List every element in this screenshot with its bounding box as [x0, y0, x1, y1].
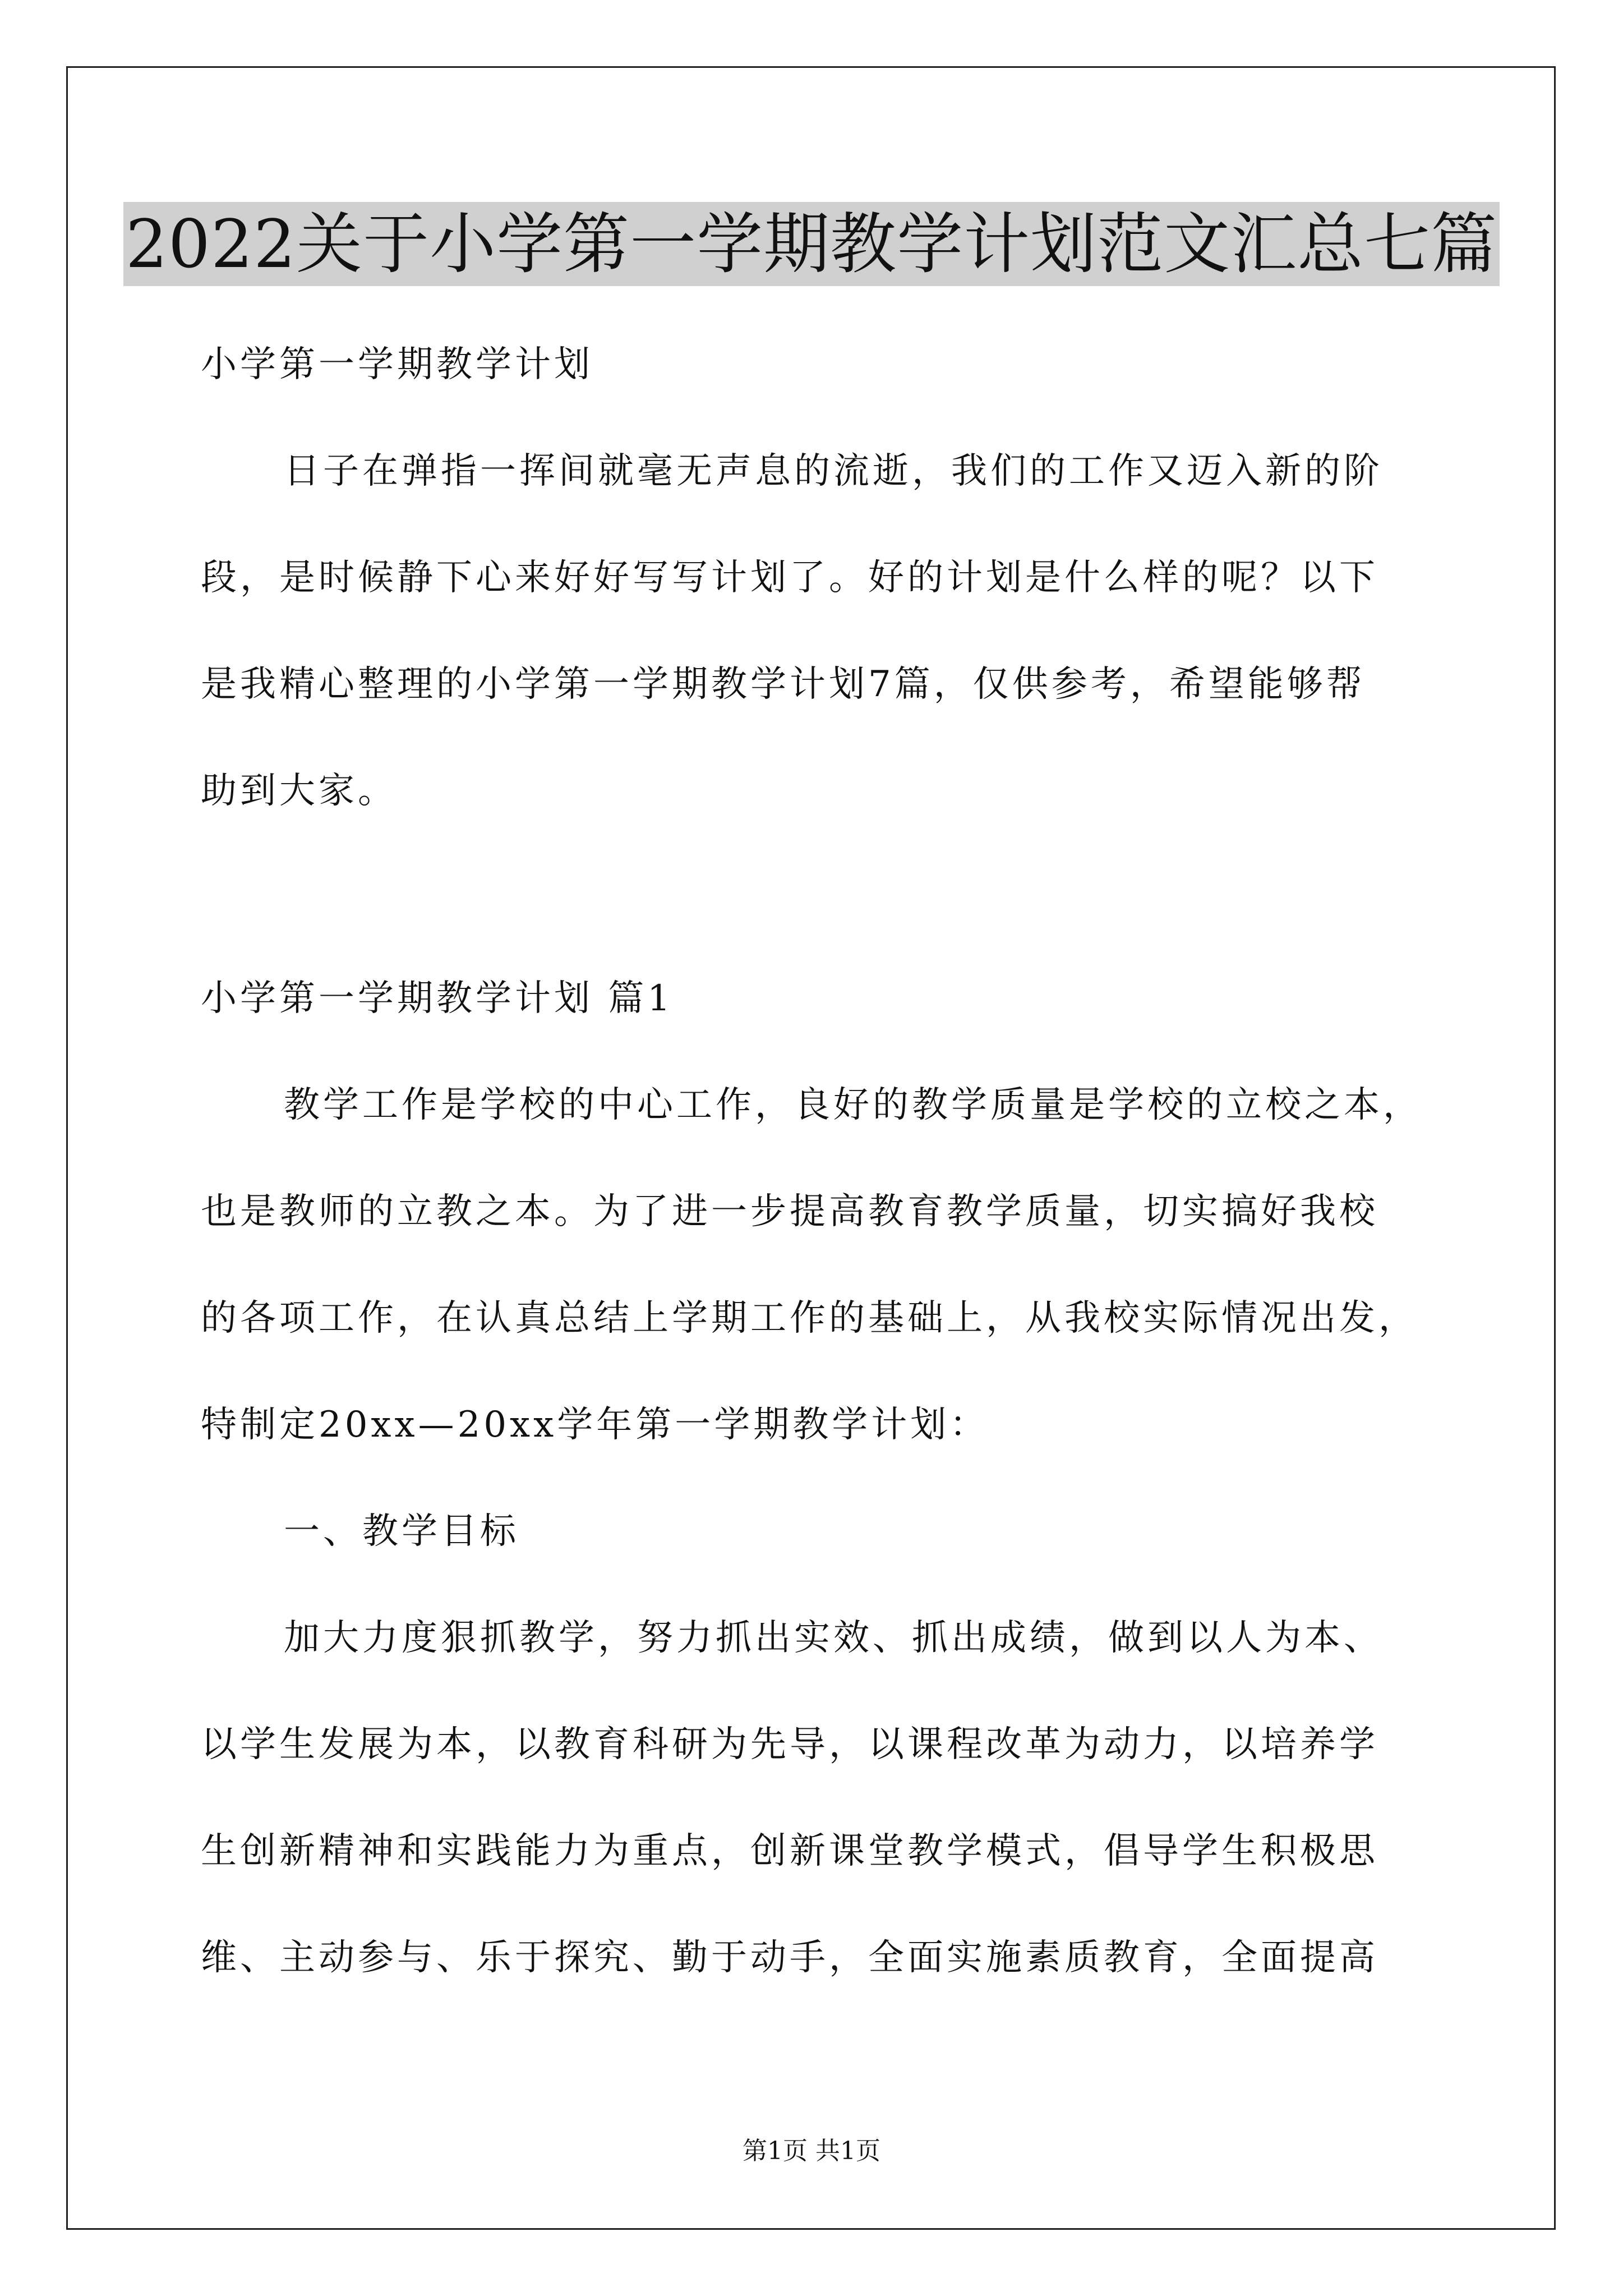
paragraph-line: 特制定20xx—20xx学年第一学期教学计划：: [201, 1404, 989, 1446]
paragraph-line: 生创新精神和实践能力为重点，创新课堂教学模式，倡导学生积极思: [201, 1830, 1378, 1872]
paragraph-line: 维、主动参与、乐于探究、勤于动手，全面实施素质教育，全面提高: [201, 1937, 1378, 1978]
paragraph-line: 是我精心整理的小学第一学期教学计划7篇，仅供参考，希望能够帮: [201, 664, 1366, 705]
page-footer: 第1页 共1页: [743, 2137, 880, 2165]
document-title: 2022关于小学第一学期教学计划范文汇总七篇: [123, 202, 1500, 286]
paragraph-line: 教学工作是学校的中心工作，良好的教学质量是学校的立校之本，: [284, 1084, 1422, 1126]
paragraph-line: 以学生发展为本，以教育科研为先导，以课程改革为动力，以培养学: [201, 1724, 1378, 1765]
paragraph-gap: [201, 844, 1429, 945]
subsection-heading: 一、教学目标: [284, 1511, 519, 1552]
paragraph-line: 加大力度狠抓教学，努力抓出实效、抓出成绩，做到以人为本、: [284, 1617, 1383, 1659]
document-body: [201, 311, 1429, 2011]
section-heading: 小学第一学期教学计划: [201, 344, 593, 385]
paragraph-line: 助到大家。: [201, 770, 397, 812]
paragraph-line: 日子在弹指一挥间就毫无声息的流逝，我们的工作又迈入新的阶: [284, 450, 1383, 492]
title-container: [0, 202, 1623, 286]
paragraph-line: 也是教师的立教之本。为了进一步提高教育教学质量，切实搞好我校: [201, 1191, 1378, 1232]
paragraph-line: 的各项工作，在认真总结上学期工作的基础上，从我校实际情况出发，: [201, 1297, 1418, 1339]
section-heading: 小学第一学期教学计划 篇1: [201, 978, 674, 1019]
paragraph-line: 段，是时候静下心来好好写写计划了。好的计划是什么样的呢？以下: [201, 557, 1378, 599]
